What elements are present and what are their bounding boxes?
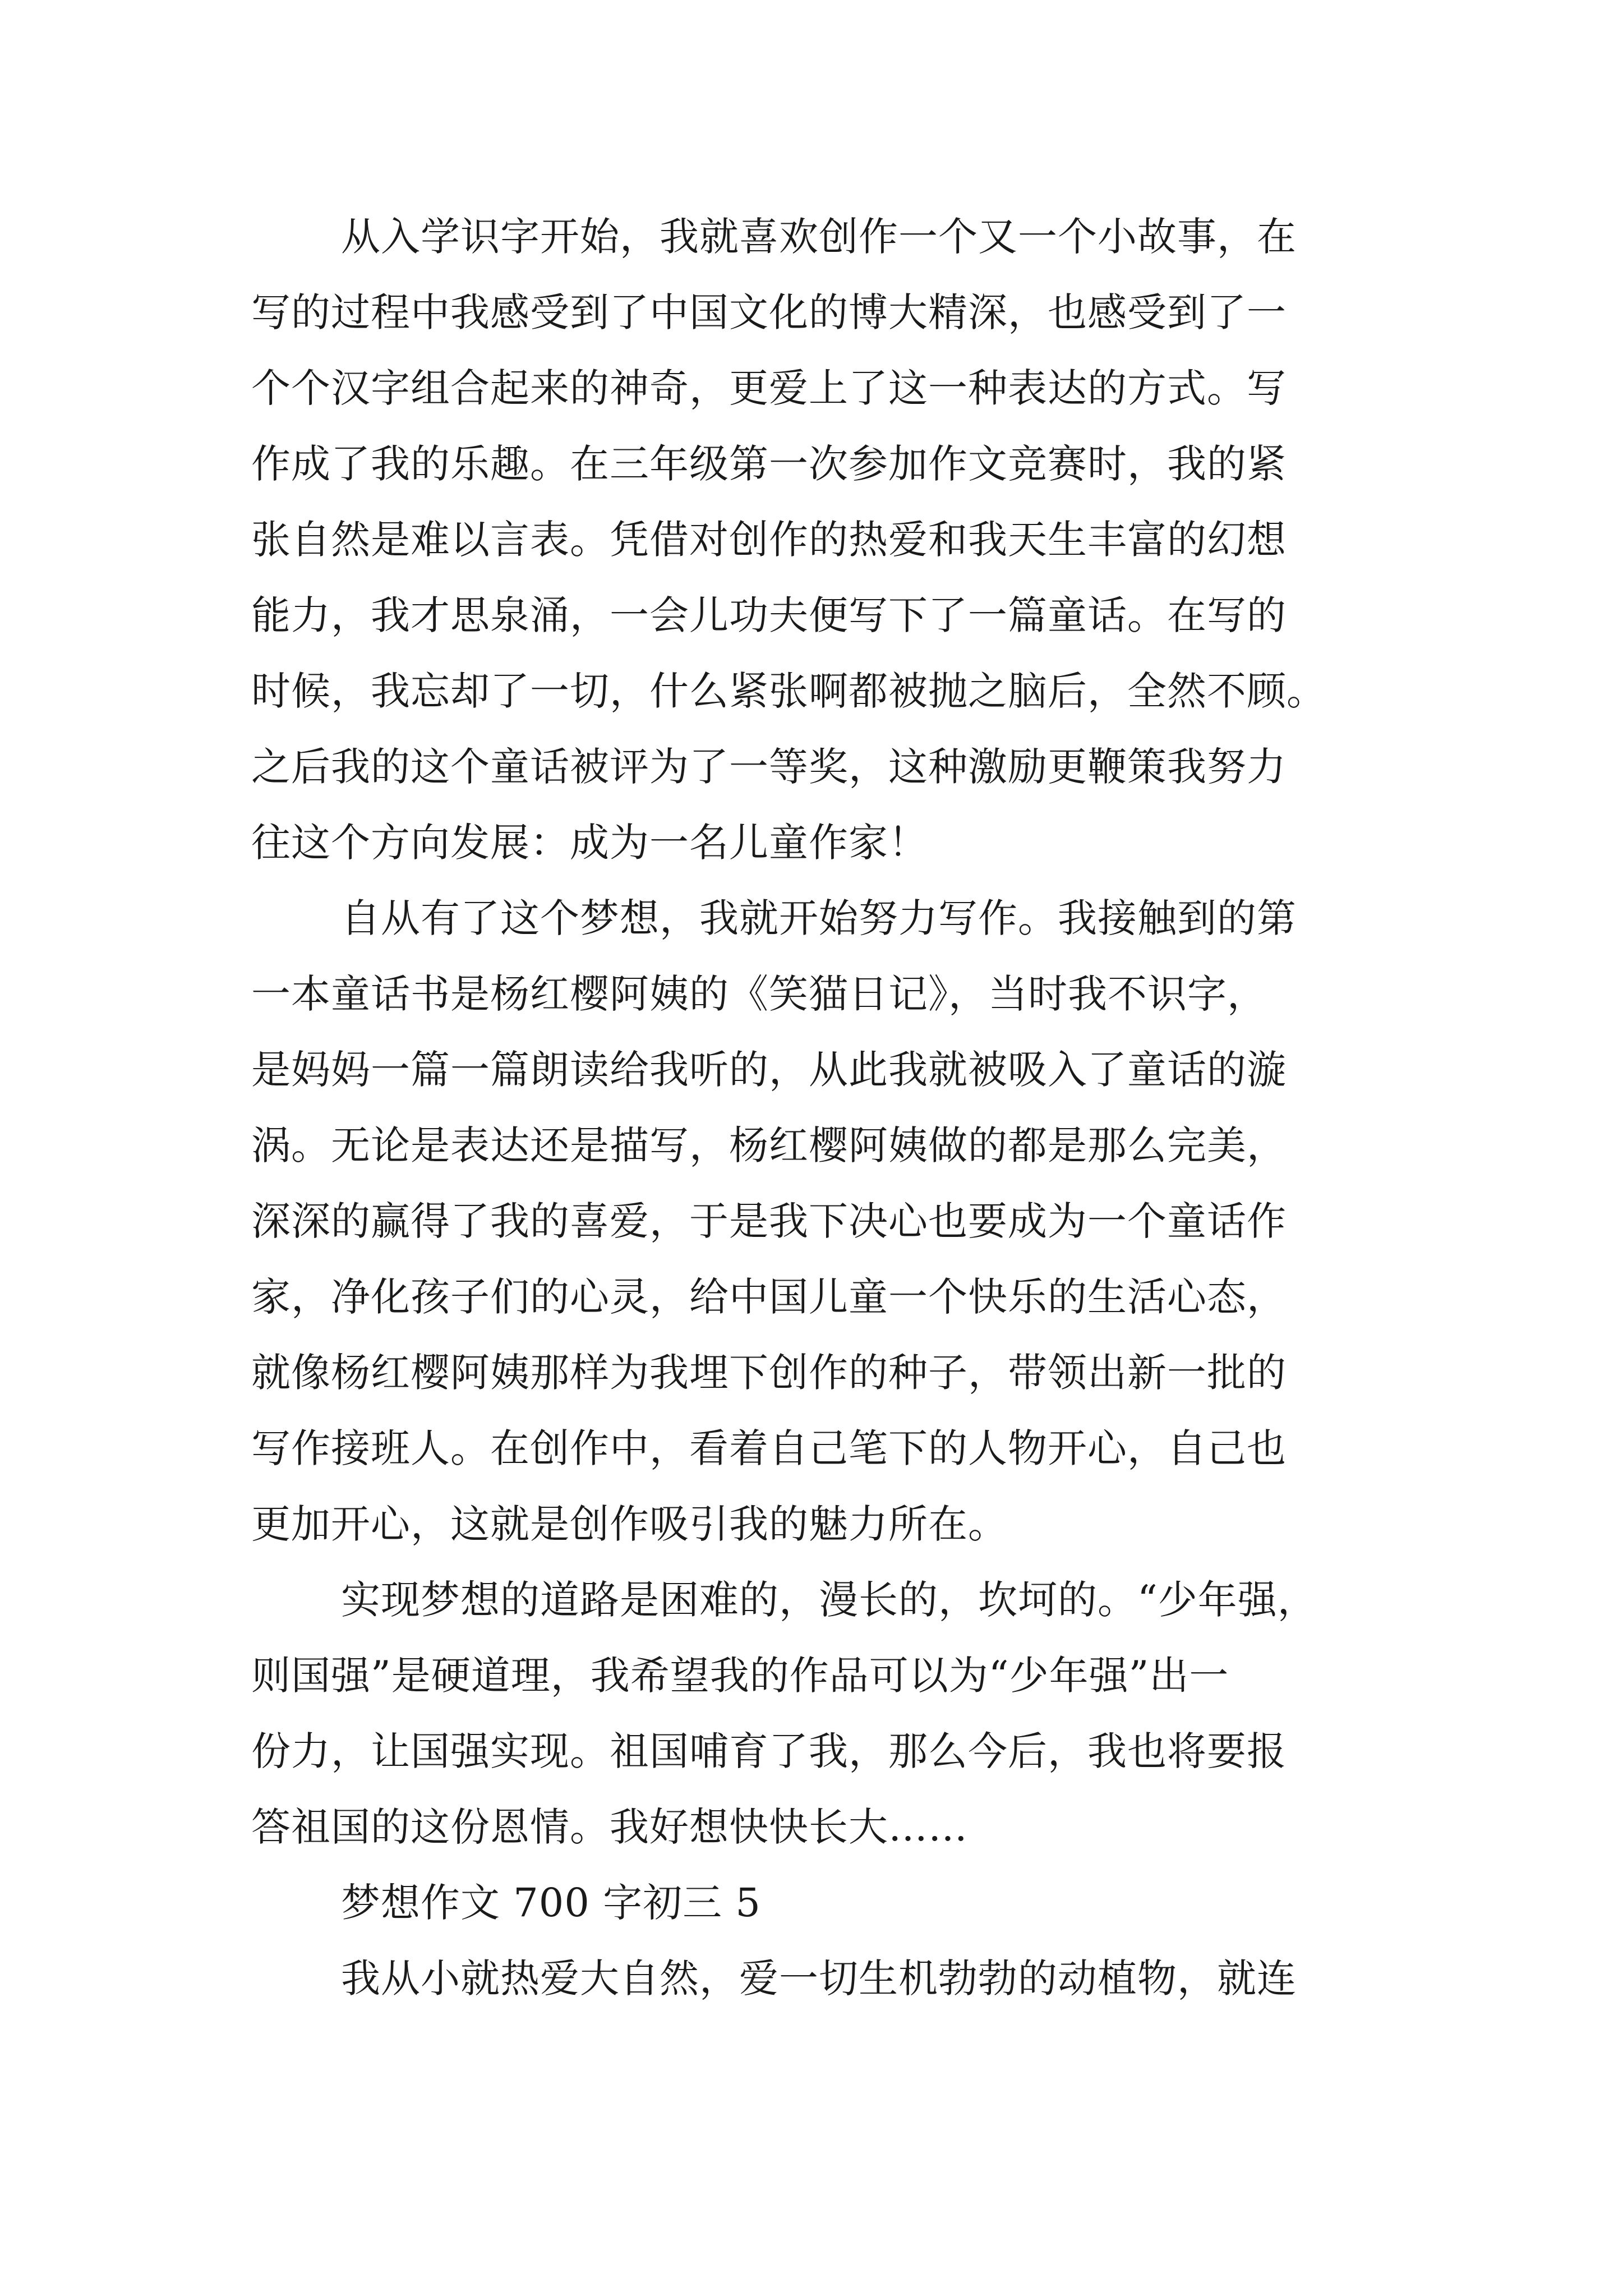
text-line: 就像杨红樱阿姨那样为我埋下创作的种子，带领出新一批的 xyxy=(251,1350,1287,1396)
text-line: 实现梦想的道路是困难的，漫长的，坎坷的。“少年强， xyxy=(341,1577,1317,1623)
text-line: 能力，我才思泉涌，一会儿功夫便写下了一篇童话。在写的 xyxy=(251,592,1287,638)
text-line: 作成了我的乐趣。在三年级第一次参加作文竞赛时，我的紧 xyxy=(251,441,1287,487)
text-line: 写作接班人。在创作中，看着自己笔下的人物开心，自己也 xyxy=(251,1425,1287,1471)
text-line: 个个汉字组合起来的神奇，更爱上了这一种表达的方式。写 xyxy=(251,365,1287,411)
text-line: 则国强”是硬道理，我希望我的作品可以为“少年强”出一 xyxy=(251,1653,1229,1699)
text-line: 我从小就热爱大自然，爱一切生机勃勃的动植物，就连 xyxy=(341,1955,1297,2001)
section-heading: 梦想作文 700 字初三 5 xyxy=(341,1880,761,1926)
text-line: 是妈妈一篇一篇朗读给我听的，从此我就被吸入了童话的漩 xyxy=(251,1047,1287,1093)
text-line: 答祖国的这份恩情。我好想快快长大…… xyxy=(251,1804,968,1850)
text-line: 之后我的这个童话被评为了一等奖，这种激励更鞭策我努力 xyxy=(251,744,1287,790)
text-line: 张自然是难以言表。凭借对创作的热爱和我天生丰富的幻想 xyxy=(251,517,1287,563)
text-line: 份力，让国强实现。祖国哺育了我，那么今后，我也将要报 xyxy=(251,1728,1287,1774)
text-line: 写的过程中我感受到了中国文化的博大精深，也感受到了一 xyxy=(251,289,1287,335)
text-line: 深深的赢得了我的喜爱，于是我下决心也要成为一个童话作 xyxy=(251,1198,1287,1244)
text-line: 家，净化孩子们的心灵，给中国儿童一个快乐的生活心态， xyxy=(251,1274,1287,1320)
text-line: 一本童话书是杨红樱阿姨的《笑猫日记》，当时我不识字， xyxy=(251,971,1267,1017)
text-line: 往这个方向发展：成为一名儿童作家！ xyxy=(251,820,928,866)
text-line: 自从有了这个梦想，我就开始努力写作。我接触到的第 xyxy=(341,895,1297,941)
text-line: 涡。无论是表达还是描写，杨红樱阿姨做的都是那么完美， xyxy=(251,1122,1287,1168)
text-line: 时候，我忘却了一切，什么紧张啊都被抛之脑后，全然不顾。 xyxy=(251,668,1326,714)
text-line: 从入学识字开始，我就喜欢创作一个又一个小故事，在 xyxy=(341,214,1297,260)
text-line: 更加开心，这就是创作吸引我的魅力所在。 xyxy=(251,1501,1008,1547)
